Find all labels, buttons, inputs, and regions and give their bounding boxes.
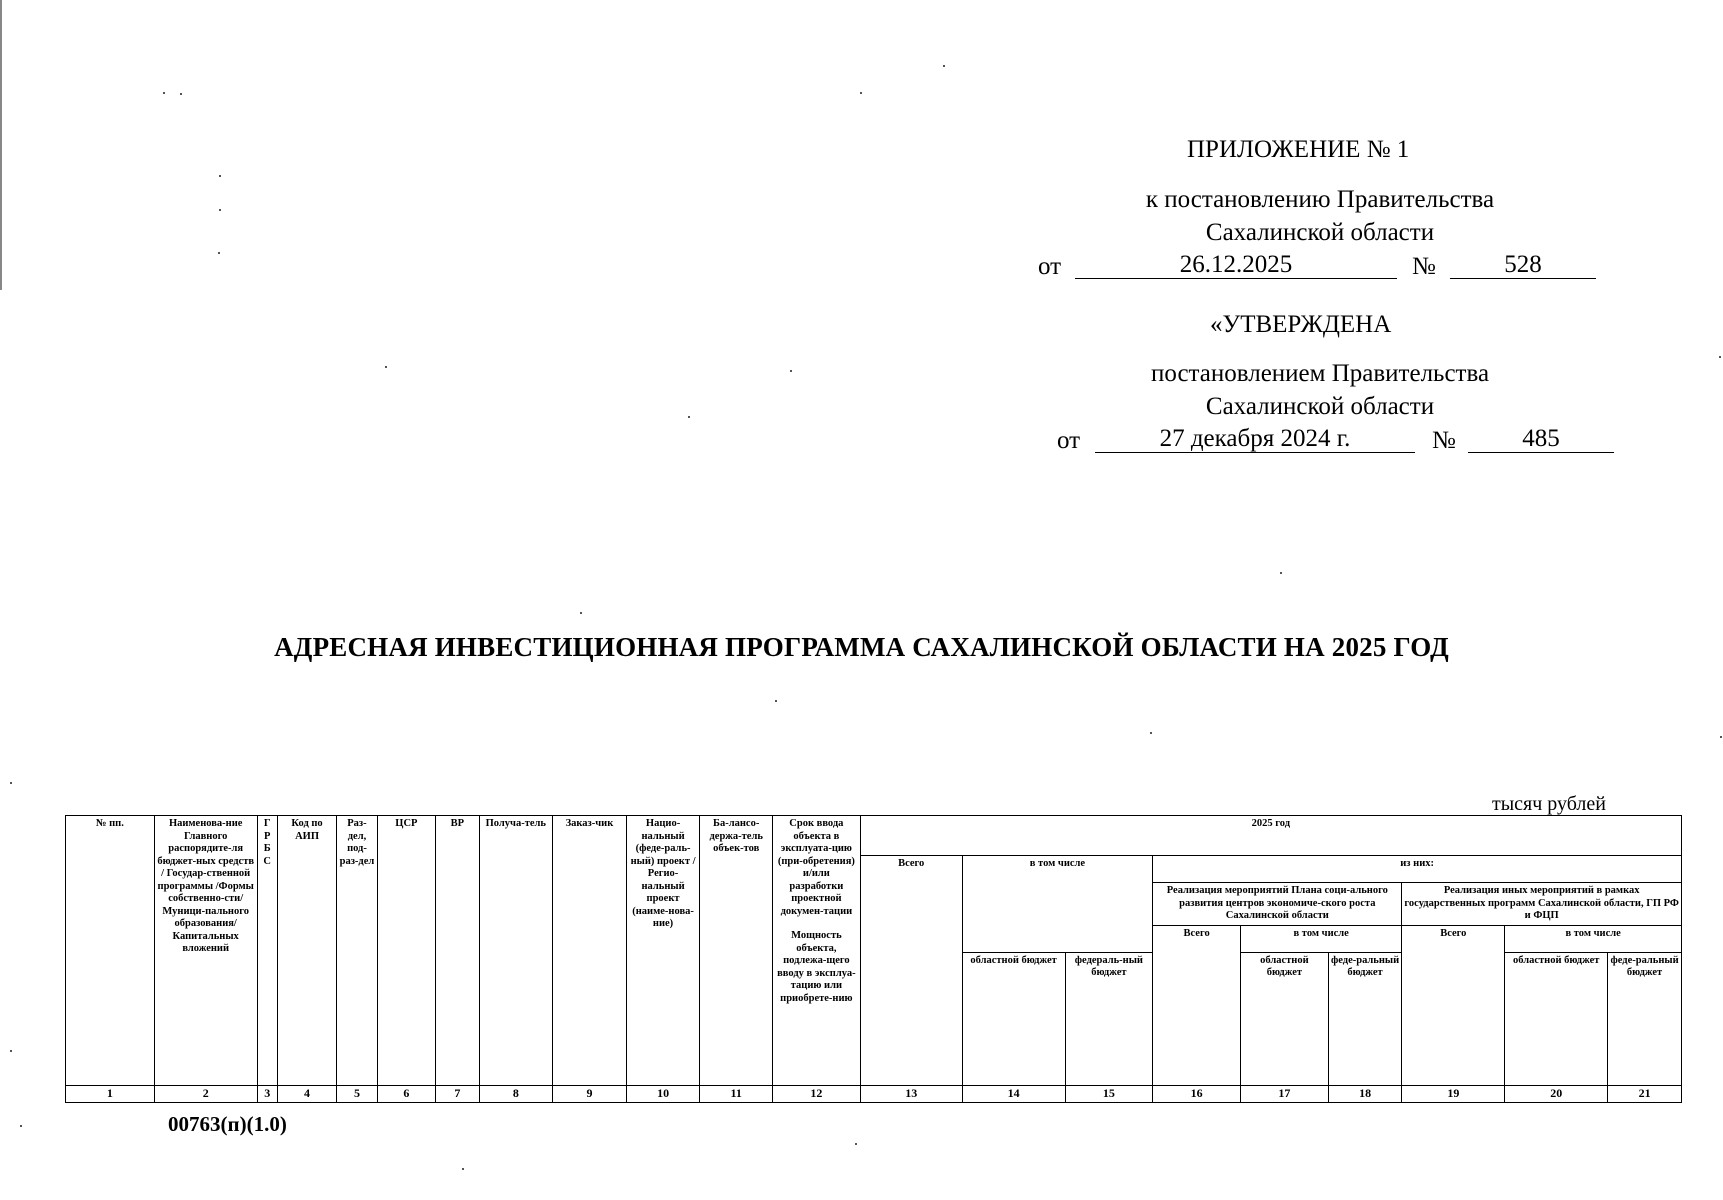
col-num: 6 [377,1085,436,1102]
col-num: 13 [860,1085,962,1102]
col-num: 7 [436,1085,479,1102]
col-num: 18 [1328,1085,1402,1102]
appendix-title: ПРИЛОЖЕНИЕ № 1 [1187,136,1410,163]
appendix-from-label: от [1038,253,1062,280]
group-social-development: Реализация мероприятий Плана соци-ального развития центров экономиче-ского роста Сахалинской области [1153,883,1402,926]
appendix-number: 528 [1450,248,1596,279]
col-num: 3 [257,1085,277,1102]
col-num: 10 [626,1085,700,1102]
col-num: 14 [962,1085,1065,1102]
col-num: 12 [773,1085,861,1102]
col-num: 17 [1241,1085,1329,1102]
regional-budget-header: областной бюджет [962,952,1065,1085]
col-num: 19 [1402,1085,1505,1102]
col-header-total: Всего [860,856,962,1086]
col-num: 16 [1153,1085,1241,1102]
approved-from-label: от [1057,427,1081,454]
col-header-national-project: Нацио-нальный (феде-раль-ный) проект / Регио-нальный проект (наиме-нова-ние) [626,816,700,1086]
col-header-grbs: Г Р Б С [257,816,277,1086]
object-capacity: Мощность объекта, подлежа-щего вводу в эксплуа-тацию или приобрете-нию [777,930,856,1004]
group1-federal-budget: феде-ральный бюджет [1328,952,1402,1085]
federal-budget-header: федераль-ный бюджет [1065,952,1153,1085]
group2-federal-budget: феде-ральный бюджет [1608,952,1682,1085]
col-num: 1 [66,1085,155,1102]
document-title: АДРЕСНАЯ ИНВЕСТИЦИОННАЯ ПРОГРАММА САХАЛИНСКОЙ ОБЛАСТИ НА 2025 ГОД [274,632,1449,662]
col-header-name: Наименова-ние Главного распорядите-ля бюджет-ных средств / Государ-ственной программы /Формы собственно-сти/ Муници-пального образования/ Капитальных вложений [154,816,257,1086]
col-num: 5 [337,1085,377,1102]
col-header-vr: ВР [436,816,479,1086]
units-label: тысяч рублей [1491,793,1606,815]
col-num: 2 [154,1085,257,1102]
appendix-to-line2: Сахалинской области [1205,219,1435,246]
year-header: 2025 год [860,816,1681,856]
col-num: 4 [277,1085,337,1102]
col-header-commissioning [773,816,861,1086]
group1-including: в том числе [1241,925,1402,952]
col-num: 15 [1065,1085,1153,1102]
col-header-of-which: из них: [1153,856,1682,883]
col-num: 8 [479,1085,553,1102]
commissioning-term: Срок ввода объекта в эксплуата-цию (при-обретения) и/или разработки проектной докумен-тации [777,818,855,917]
approved-number: 485 [1468,422,1614,453]
col-header-including: в том числе [962,856,1153,953]
group2-total: Всего [1402,925,1505,1085]
group1-total: Всего [1153,925,1241,1085]
col-num: 9 [553,1085,627,1102]
approved-title: «УТВЕРЖДЕНА [1210,311,1392,338]
col-num: 11 [700,1085,773,1102]
group1-regional-budget: областной бюджет [1241,952,1329,1085]
budget-table [65,815,1682,1103]
approved-num-label: № [1432,427,1456,454]
group2-regional-budget: областной бюджет [1505,952,1608,1085]
col-header-aip-code: Код по АИП [277,816,337,1086]
group-other-programs: Реализация иных мероприятий в рамках государственных программ Сахалинской области, ГП РФ и ФЦП [1402,883,1682,926]
document-code: 00763(п)(1.0) [168,1112,287,1136]
col-header-balance-holder: Ба-лансо-держа-тель объек-тов [700,816,773,1086]
appendix-to-line1: к постановлению Правительства [1145,186,1495,213]
col-num: 20 [1505,1085,1608,1102]
appendix-date: 26.12.2025 [1075,248,1397,279]
approved-by-line2: Сахалинской области [1205,393,1435,420]
group2-including: в том числе [1505,925,1682,952]
column-numbers-row [66,1085,1682,1102]
approved-by-line1: постановлением Правительства [1150,360,1490,387]
col-header-customer: Заказ-чик [553,816,627,1086]
col-header-recipient: Получа-тель [479,816,553,1086]
col-header-section: Раз-дел, под-раз-дел [337,816,377,1086]
approved-date: 27 декабря 2024 г. [1095,422,1415,453]
col-header-csr: ЦСР [377,816,436,1086]
col-num: 21 [1608,1085,1682,1102]
col-header-number: № пп. [66,816,155,1086]
scan-edge [0,0,2,290]
appendix-num-label: № [1412,253,1436,280]
